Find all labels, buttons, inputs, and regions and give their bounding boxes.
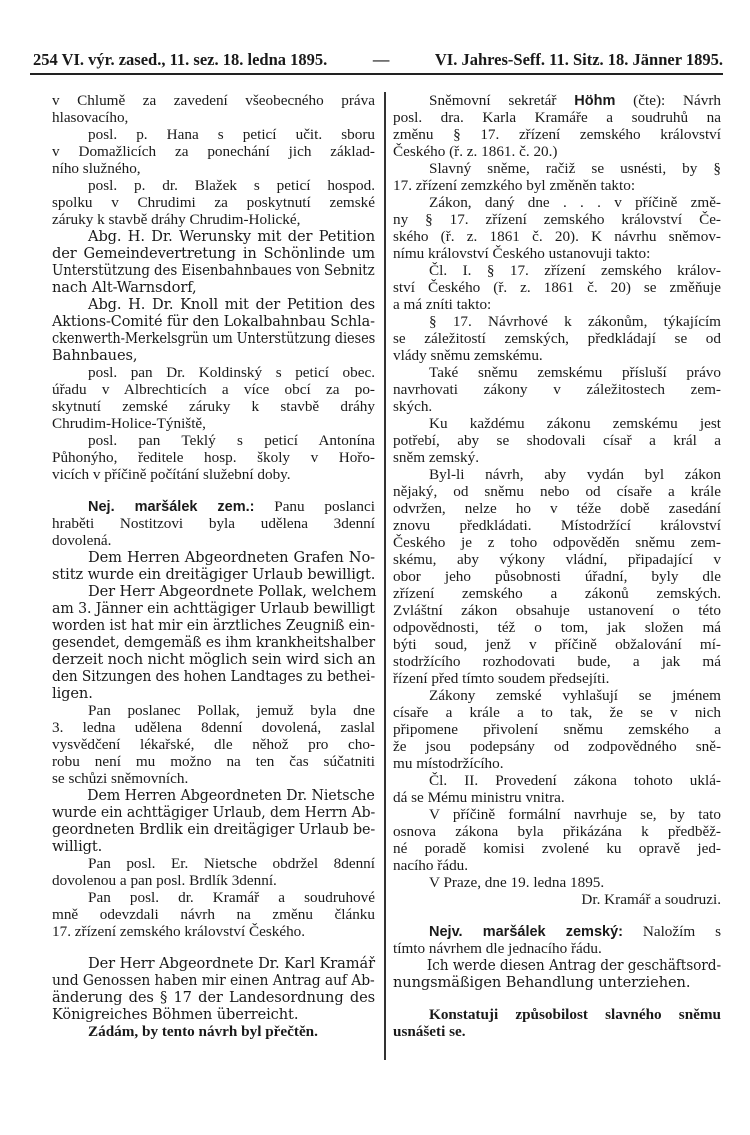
text-line	[52, 906, 375, 923]
text-segment: ny § 17. zřízení zemského království Če-	[393, 211, 721, 228]
text-segment: v Domažlicích za ponechání jich základ-	[52, 143, 375, 160]
paragraph	[393, 923, 721, 957]
text-segment: Chrudim-Holice-Týniště,	[52, 415, 206, 432]
paragraph	[393, 92, 721, 160]
text-line	[393, 177, 721, 194]
text-segment: Pan poslanec Pollak, jemuž byla dne	[88, 702, 375, 719]
text-segment: se záležitostí zemských, předkládají se od	[393, 330, 721, 347]
text-segment: ckenwerth-Merkelsgrün um Unterstützung dieses	[52, 330, 376, 347]
text-line	[52, 160, 375, 177]
text-line	[52, 296, 375, 313]
text-line	[393, 857, 721, 874]
text-line	[52, 651, 375, 668]
paragraph	[52, 889, 375, 940]
paragraph	[52, 498, 375, 549]
paragraph	[52, 702, 375, 787]
text-line	[52, 109, 375, 126]
page-header	[33, 50, 723, 70]
paragraph	[393, 364, 721, 415]
paragraph	[393, 194, 721, 262]
text-segment: Aktions-Comité für den Lokalbahnbau Schla-	[52, 313, 375, 330]
text-segment: znovu předkládati. Místodržící království	[393, 517, 721, 534]
text-section	[52, 955, 375, 1040]
text-segment: § 17. Návrhové k zákonům, týkajícím	[429, 313, 721, 330]
speaker-label: Nejv. maršálek zemský:	[429, 924, 623, 940]
text-section	[393, 1006, 721, 1040]
text-segment: obor jeho působnosti úřadní, byly dle	[393, 568, 721, 585]
text-segment: Čl. I. § 17. zřízení zemského králov-	[429, 262, 721, 279]
text-line	[393, 789, 721, 806]
text-segment: řízení před tímto soudem předsejíti.	[393, 670, 610, 687]
text-segment: záruky k stavbě dráhy Chrudim-Holické,	[52, 211, 301, 228]
text-line	[393, 534, 721, 551]
text-segment: odvržen, nelze ho v téže době zasedání	[393, 500, 721, 517]
paragraph	[52, 92, 375, 126]
text-segment: geordneten Brdlik ein dreitägiger Urlaub be-	[52, 821, 376, 838]
text-line	[52, 634, 375, 651]
header-dash: —	[372, 50, 390, 69]
text-line	[393, 381, 721, 398]
text-section	[393, 92, 721, 908]
text-segment: Panu poslanci	[254, 498, 375, 515]
text-segment: derzeit noch nicht möglich sein wird sich an	[52, 651, 376, 668]
text-line	[52, 194, 375, 211]
text-segment: vlády sněmu zemskému.	[393, 347, 543, 364]
text-line	[52, 228, 375, 245]
text-segment: vicích v příčině počítání služební doby.	[52, 466, 291, 483]
text-line	[393, 500, 721, 517]
text-line	[393, 923, 721, 940]
text-segment: nach Alt-Warnsdorf,	[52, 279, 197, 296]
paragraph	[52, 296, 375, 364]
text-segment: Der Herr Abgeordnete Pollak, welchem	[88, 583, 377, 600]
text-segment: osnova zákona byla přikázána k předběž-	[393, 823, 721, 840]
text-segment: Dr. Kramář a soudruzi.	[581, 891, 721, 908]
text-segment: der Gemeindevertretung in Schönlinde um	[52, 245, 375, 262]
text-line	[52, 955, 375, 972]
text-segment: hraběti Nostitzovi byla udělena 3denní	[52, 515, 375, 532]
text-line	[52, 617, 375, 634]
text-line	[52, 583, 375, 600]
text-line	[393, 245, 721, 262]
text-segment: wurde ein achttägiger Urlaub, dem Herrn Ab-	[52, 804, 376, 821]
text-line	[393, 262, 721, 279]
text-segment: potřebí, aby se shodovali císař a král a	[393, 432, 721, 449]
paragraph	[393, 1006, 721, 1040]
text-line	[393, 772, 721, 789]
text-segment: spolku v Chrudimi za poskytnutí zemské	[52, 194, 375, 211]
text-segment: a má zníti takto:	[393, 296, 492, 313]
paragraph	[393, 806, 721, 874]
text-line	[52, 126, 375, 143]
speaker-label: Nej. maršálek zem.:	[88, 499, 255, 515]
text-line	[52, 787, 375, 804]
text-line	[393, 347, 721, 364]
text-segment: posl. p. dr. Blažek s peticí hospod.	[88, 177, 375, 194]
paragraph	[52, 228, 375, 296]
text-line	[393, 160, 721, 177]
text-segment: 17. zřízení zemského království Českého.	[52, 923, 306, 940]
text-line	[393, 126, 721, 143]
text-line	[393, 194, 721, 211]
text-line	[52, 262, 375, 279]
text-segment: Byl-li návrh, aby vydán byl zákon	[429, 466, 721, 483]
text-line	[52, 549, 375, 566]
text-segment: Zákony zemské vyhlašují se jménem	[429, 687, 721, 704]
text-segment: skému, aby výkony vládní, připadající v	[393, 551, 721, 568]
text-line	[393, 296, 721, 313]
text-line	[393, 364, 721, 381]
text-segment: worden ist hat mir ein ärztliches Zeugniß ein-	[52, 617, 375, 634]
text-line	[52, 719, 375, 736]
text-line	[393, 957, 721, 974]
text-line	[393, 551, 721, 568]
text-line	[393, 92, 721, 109]
text-line	[393, 619, 721, 636]
text-line	[393, 891, 721, 908]
speaker-name: Höhm	[574, 93, 616, 109]
text-line	[393, 143, 721, 160]
text-segment: Dem Herren Abgeordneten Dr. Nietsche	[87, 787, 375, 804]
text-line	[52, 804, 376, 821]
text-line	[52, 838, 375, 855]
text-line	[52, 889, 375, 906]
text-line	[393, 109, 721, 126]
text-line	[393, 738, 721, 755]
text-segment: se schůzi sněmovních.	[52, 770, 189, 787]
text-segment: mu místodržícího.	[393, 755, 504, 772]
text-segment: Naložím s	[622, 923, 721, 940]
text-line	[52, 515, 375, 532]
text-segment: nějaký, od sněmu nebo od císaře a krále	[393, 483, 721, 500]
text-segment: Také sněmu zemskému přísluší právo	[429, 364, 721, 381]
text-line	[393, 483, 721, 500]
text-segment: nacího řádu.	[393, 857, 469, 874]
text-segment: Pan posl. dr. Kramář a soudruhové	[88, 889, 375, 906]
text-segment: Slavný sněme, račiž se usnésti, by §	[429, 160, 721, 177]
text-segment: úřadu v Albrechticích a více obcí za po-	[52, 381, 375, 398]
text-segment: und Genossen haben mir einen Antrag auf Ab-	[52, 972, 375, 989]
text-line	[393, 1023, 721, 1040]
text-line	[52, 668, 376, 685]
text-segment: dovolená.	[52, 532, 112, 549]
text-line	[393, 940, 721, 957]
paragraph	[52, 787, 375, 855]
right-column	[393, 92, 721, 1040]
text-section	[393, 923, 721, 991]
text-segment: änderung des § 17 der Landesordnung des	[52, 989, 375, 1006]
text-line	[52, 381, 375, 398]
text-line	[52, 449, 375, 466]
text-segment: hlasovacího,	[52, 109, 129, 126]
text-line	[393, 585, 721, 602]
text-line	[393, 279, 721, 296]
text-segment: Zádám, by tento návrh byl přečtěn.	[88, 1023, 318, 1040]
text-segment: Půhonýho, ředitele hosp. školy v Hořo-	[52, 449, 375, 466]
text-segment: připomene přivolení sněmu zemského a	[393, 721, 721, 738]
text-line	[52, 702, 375, 719]
text-line	[52, 1006, 375, 1023]
text-line	[52, 972, 375, 989]
text-segment: nungsmäßigen Behandlung unterziehen.	[393, 974, 691, 991]
text-segment: posl. pan Dr. Koldinský s peticí obec.	[88, 364, 375, 381]
text-line	[52, 415, 375, 432]
text-line	[393, 211, 721, 228]
text-segment: sněm zemský.	[393, 449, 480, 466]
text-segment: Čl. II. Provedení zákona tohoto uklá-	[429, 772, 721, 789]
text-line	[52, 736, 375, 753]
text-segment: tímto návrhem dle jednacího řádu.	[393, 940, 602, 957]
text-segment: Konstatuji způsobilost slavného sněmu	[429, 1006, 721, 1023]
text-segment: navrhovati zákony v záležitostech zem-	[393, 381, 721, 398]
text-segment: willigt.	[52, 838, 103, 855]
text-line	[52, 347, 375, 364]
text-line	[393, 568, 721, 585]
text-line	[52, 398, 375, 415]
text-segment: Zákon, daný dne . . . v příčině změ-	[429, 194, 721, 211]
paragraph	[393, 957, 721, 991]
text-line	[52, 855, 375, 872]
text-segment: Bahnbaues,	[52, 347, 138, 364]
header-rule	[30, 73, 723, 75]
text-segment: (čte): Návrh	[615, 92, 721, 109]
text-segment: býti soud, jenž v příčině obžalování mí-	[393, 636, 721, 653]
text-segment: císaře a krále a to tak, že se v nich	[393, 704, 721, 721]
text-segment: Dem Herren Abgeordneten Grafen No-	[88, 549, 375, 566]
text-segment: ligen.	[52, 685, 93, 702]
paragraph	[52, 583, 375, 702]
text-line	[52, 279, 375, 296]
paragraph	[393, 415, 721, 466]
text-segment: v Chlumě za zavedení všeobecného práva	[52, 92, 375, 109]
text-segment: změnu § 17. zřízení zemského království	[393, 126, 721, 143]
column-divider	[384, 92, 386, 1060]
text-line	[393, 721, 721, 738]
text-segment: ských.	[393, 398, 433, 415]
text-line	[52, 923, 375, 940]
text-line	[52, 211, 375, 228]
text-line	[52, 364, 375, 381]
text-segment: že jsou podepsány od zodpovědného sně-	[393, 738, 721, 755]
text-line	[393, 806, 721, 823]
text-line	[52, 989, 375, 1006]
text-line	[393, 755, 721, 772]
header-german: VI. Jahres-Seff. 11. Sitz. 18. Jänner 1895.	[434, 50, 723, 69]
text-line	[393, 840, 721, 857]
text-section	[52, 92, 375, 483]
text-line	[52, 245, 375, 262]
paragraph	[393, 262, 721, 313]
text-segment: dovolenou a pan posl. Brdlík 3denní.	[52, 872, 277, 889]
text-line	[393, 874, 721, 891]
text-line	[52, 566, 375, 583]
text-segment: posl. p. Hana s peticí učit. sboru	[88, 126, 375, 143]
text-segment: gesendet, demgemäß es ihm krankheitshalber	[52, 634, 375, 651]
text-line	[393, 823, 721, 840]
text-line	[393, 704, 721, 721]
text-segment: 17. zřízení zemzkého byl změněn takto:	[393, 177, 636, 194]
text-line	[393, 313, 721, 330]
text-line	[393, 330, 721, 347]
text-line	[393, 398, 721, 415]
header-czech: 254 VI. výr. zased., 11. sez. 18. ledna 1895.	[33, 50, 328, 69]
paragraph	[393, 874, 721, 891]
text-line	[52, 498, 375, 515]
paragraph	[52, 364, 375, 432]
text-line	[393, 466, 721, 483]
text-segment: mně odevzdali návrh na změnu článku	[52, 906, 375, 923]
text-segment: dá se Mému ministru vnitra.	[393, 789, 565, 806]
paragraph	[393, 160, 721, 194]
text-line	[52, 466, 375, 483]
text-segment: Sněmovní sekretář	[429, 92, 575, 109]
text-segment: Der Herr Abgeordnete Dr. Karl Kramář	[88, 955, 375, 972]
text-line	[52, 177, 375, 194]
text-segment: Königreiches Böhmen überreicht.	[52, 1006, 299, 1023]
text-segment: robu není mu možno na ten čas súčatniti	[52, 753, 375, 770]
text-segment: ního služného,	[52, 160, 141, 177]
text-line	[52, 1023, 375, 1040]
text-line	[52, 143, 375, 160]
text-line	[393, 636, 721, 653]
text-segment: Abg. H. Dr. Werunsky mit der Petition	[88, 228, 375, 245]
text-line	[52, 330, 376, 347]
text-line	[52, 532, 375, 549]
text-segment: né poradě komisi zvolené ku opravě jed-	[393, 840, 721, 857]
text-segment: den Sitzungen des hohen Landtages zu bethei-	[52, 668, 376, 685]
text-line	[393, 449, 721, 466]
text-line	[393, 602, 721, 619]
text-line	[52, 872, 375, 889]
text-segment: Zvláštní zákon obsahuje ustanovení o této	[393, 602, 721, 619]
text-line	[393, 517, 721, 534]
text-segment: vysvědčení lékařské, dle něhož pro cho-	[52, 736, 375, 753]
text-segment: am 3. Jänner ein achttägiger Urlaub bewilligt	[52, 600, 375, 617]
text-segment: posl. dra. Karla Kramáře a soudruhů na	[393, 109, 721, 126]
paragraph	[52, 177, 375, 228]
text-segment: stitz wurde ein dreitägiger Urlaub bewilligt.	[52, 566, 376, 583]
text-line	[52, 600, 375, 617]
text-segment: Českého (ř. z. 1861. č. 20.)	[393, 143, 558, 160]
paragraph	[52, 549, 375, 583]
text-segment: stodržícího rozhodovati bude, a jak má	[393, 653, 721, 670]
text-line	[52, 432, 375, 449]
text-line	[52, 770, 375, 787]
text-segment: V příčině formální navrhuje se, by tato	[429, 806, 721, 823]
text-line	[393, 653, 721, 670]
text-line	[393, 228, 721, 245]
text-line	[52, 753, 375, 770]
text-line	[52, 313, 375, 330]
text-line	[393, 974, 721, 991]
paragraph	[52, 955, 375, 1023]
text-segment: 3. ledna udělena 8denní dovolená, zaslal	[52, 719, 375, 736]
text-section	[52, 498, 375, 940]
text-line	[393, 670, 721, 687]
text-segment: Českého je z toho odpověděn sněmu zem-	[393, 534, 721, 551]
text-segment: Unterstützung des Eisenbahnbaues von Sebnitz	[52, 262, 375, 279]
paragraph	[52, 855, 375, 889]
text-segment: V Praze, dne 19. ledna 1895.	[429, 874, 605, 891]
paragraph	[393, 313, 721, 364]
paragraph	[393, 466, 721, 687]
text-segment: Abg. H. Dr. Knoll mit der Petition des	[88, 296, 375, 313]
text-segment: posl. pan Teklý s peticí Antonína	[88, 432, 375, 449]
text-segment: ského (ř. z. 1861 č. 20). K návrhu sněmov-	[393, 228, 721, 245]
left-column	[52, 92, 375, 1040]
text-segment: nímu království Českého ustanovuji takto:	[393, 245, 651, 262]
text-line	[52, 92, 375, 109]
text-line	[52, 685, 375, 702]
text-line	[393, 687, 721, 704]
text-segment: zřízení zemského a zákonů zemských.	[393, 585, 721, 602]
text-segment: odpovědnosti, též o tom, jak složen má	[393, 619, 721, 636]
text-segment: Ich werde diesen Antrag der geschäftsord-	[426, 957, 721, 974]
paragraph	[393, 687, 721, 772]
text-line	[393, 432, 721, 449]
paragraph	[52, 126, 375, 177]
paragraph	[393, 772, 721, 806]
text-segment: Pan posl. Er. Nietsche obdržel 8denní	[88, 855, 375, 872]
text-line	[393, 415, 721, 432]
text-segment: ství Českého (ř. z. 1861 č. 20) se změňuje	[393, 279, 721, 296]
text-line	[52, 821, 376, 838]
paragraph	[393, 891, 721, 908]
text-line	[393, 1006, 721, 1023]
text-segment: usnášeti se.	[393, 1023, 466, 1040]
paragraph	[52, 432, 375, 483]
paragraph	[52, 1023, 375, 1040]
text-segment: skytnutí zemské záruky k stavbě dráhy	[52, 398, 375, 415]
text-segment: Ku každému zákonu zemskému jest	[429, 415, 721, 432]
